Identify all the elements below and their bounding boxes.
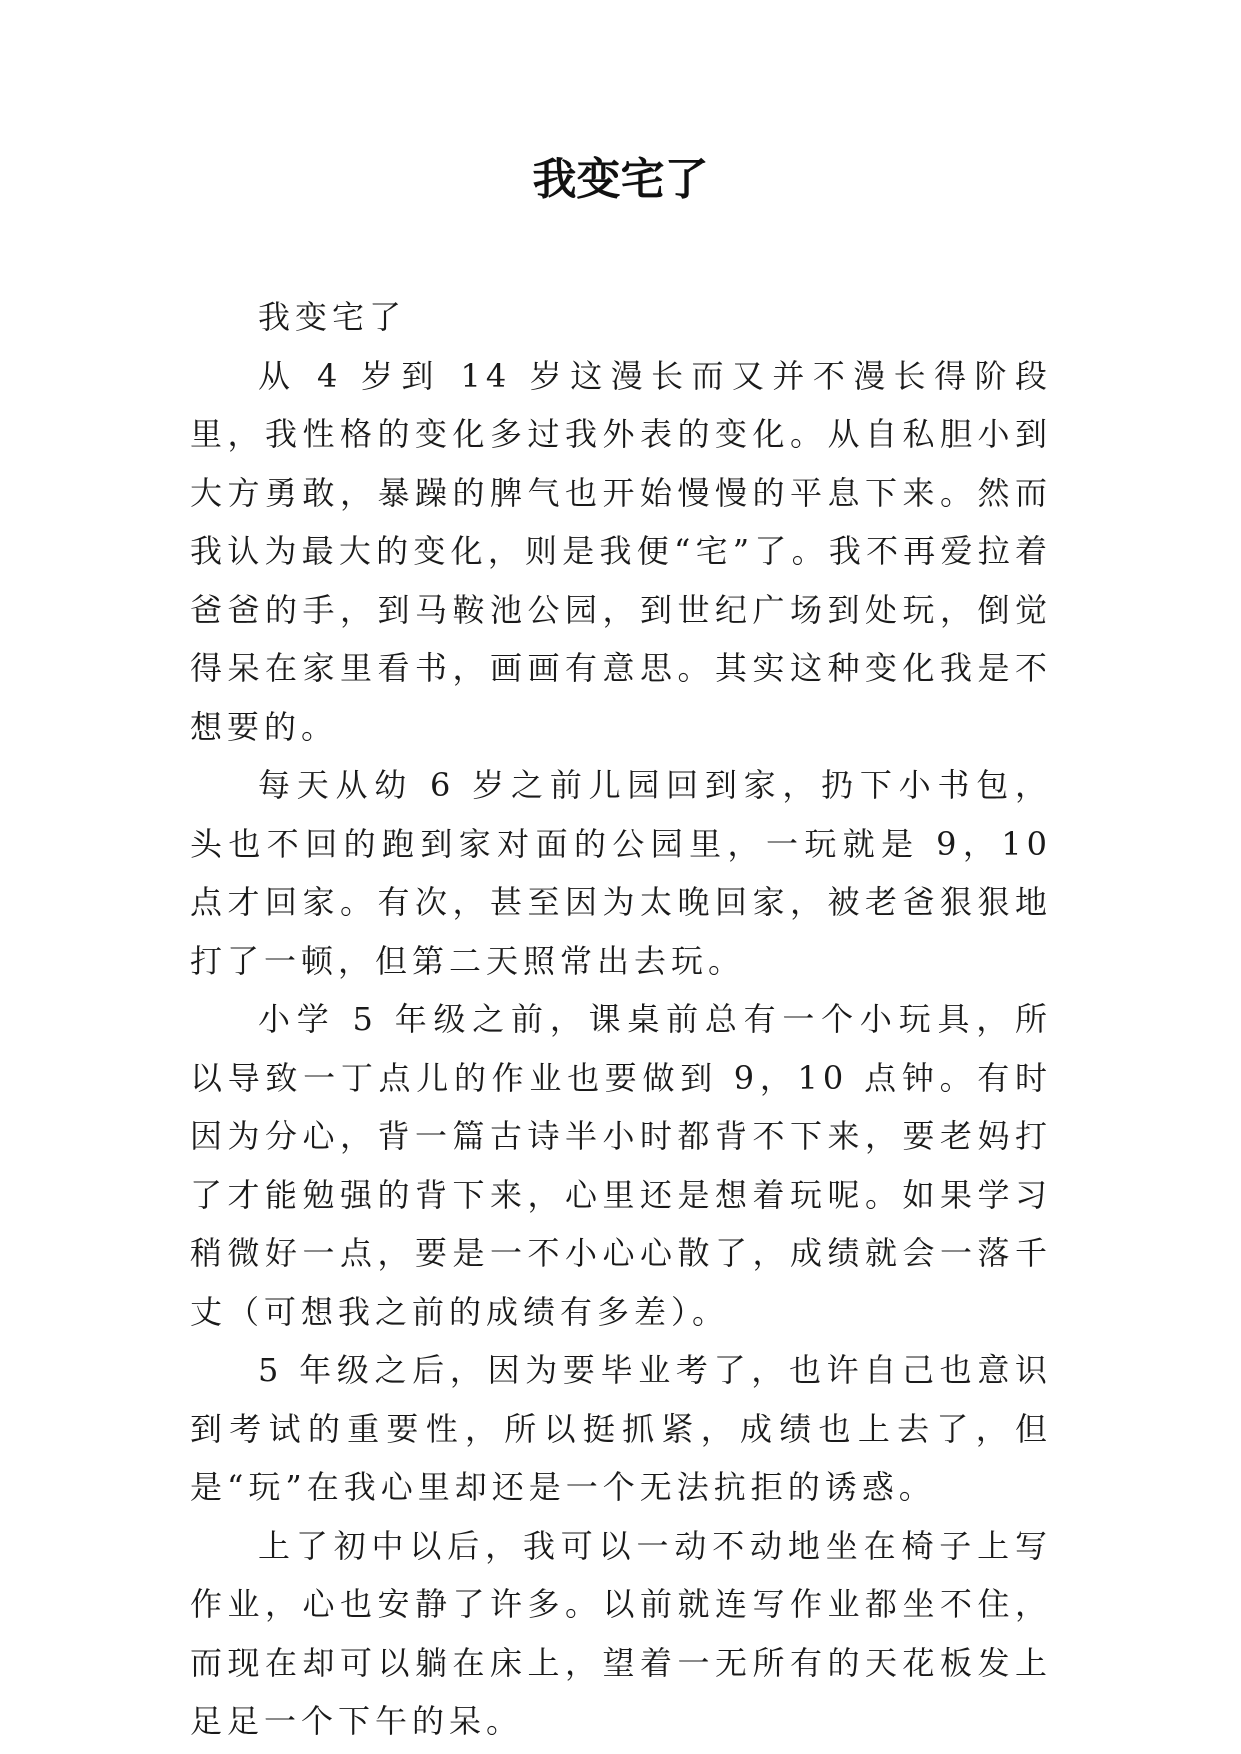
document-title: 我变宅了 xyxy=(532,154,709,205)
document-body xyxy=(190,288,1052,1751)
paragraph: 5 年级之后，因为要毕业考了，也许自己也意识到考试的重要性，所以挺抓紧，成绩也上去了，但是“玩”在我心里却还是一个无法抗拒的诱惑。 xyxy=(190,1351,1052,1506)
paragraph: 小学 5 年级之前，课桌前总有一个小玩具，所以导致一丁点儿的作业也要做到 9，10 点钟。有时因为分心，背一篇古诗半小时都背不下来，要老妈打了才能勉强的背下来，心里还是想着玩呢。如果学习稍微好一点，要是一不小心心散了，成绩就会一落千丈（可想我之前的成绩有多差）。 xyxy=(190,1000,1052,1331)
paragraph: 从 4 岁到 14 岁这漫长而又并不漫长得阶段里，我性格的变化多过我外表的变化。从自私胆小到大方勇敢，暴躁的脾气也开始慢慢的平息下来。然而我认为最大的变化，则是我便“宅”了。我不再爱拉着爸爸的手，到马鞍池公园，到世纪广场到处玩，倒觉得呆在家里看书，画画有意思。其实这种变化我是不想要的。 xyxy=(190,356,1052,746)
paragraph-heading: 我变宅了 xyxy=(258,298,407,336)
paragraph: 每天从幼 6 岁之前儿园回到家，扔下小书包，头也不回的跑到家对面的公园里，一玩就是 9，10 点才回家。有次，甚至因为太晚回家，被老爸狠狠地打了一顿，但第二天照常出去玩。 xyxy=(190,766,1052,980)
paragraph: 上了初中以后，我可以一动不动地坐在椅子上写作业，心也安静了许多。以前就连写作业都坐不住，而现在却可以躺在床上，望着一无所有的天花板发上足足一个下午的呆。 xyxy=(190,1526,1052,1740)
